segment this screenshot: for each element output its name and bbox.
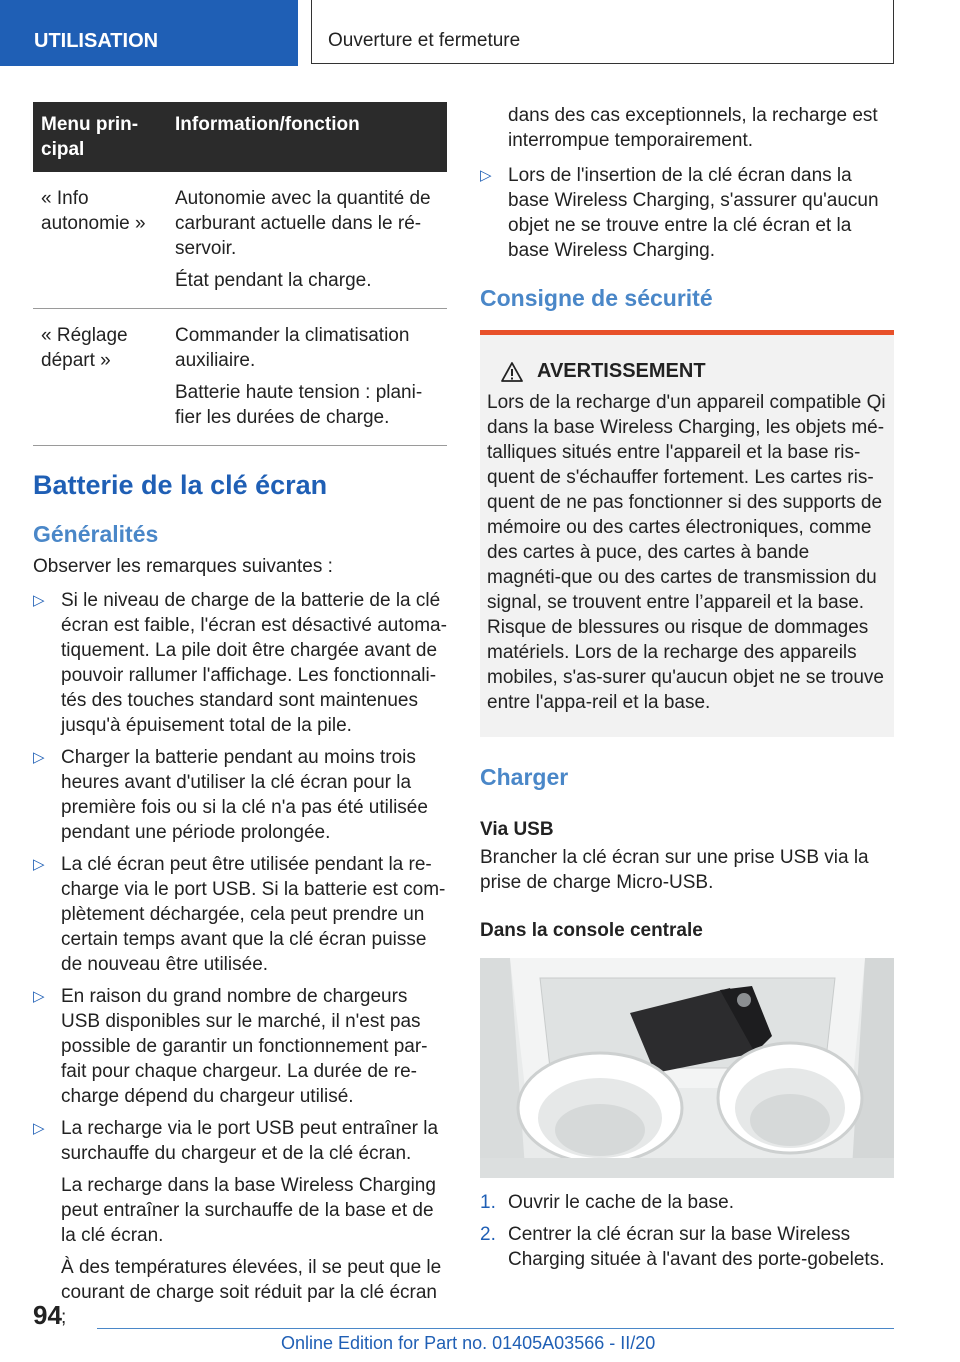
warning-triangle-icon xyxy=(501,362,523,382)
table-row xyxy=(33,172,447,309)
page-number: 94 xyxy=(33,1300,62,1330)
list-item: ▷ La recharge via le port USB peut entraîner la surchauffe du chargeur et de la clé écran. La recharge dans la base Wireless Charging peut entraîner la surchauffe de la base et de la clé écran. À des températures élevées, il se peut que le courant de charge soit réduit par la clé écran ; xyxy=(33,1118,442,1328)
list-item: ▷ En raison du grand nombre de chargeurs USB disponibles sur le marché, il n'est pas possible de garantir un fonctionnement par-fait pour chaque chargeur. La durée de re-charge dépend du chargeur utilisé. xyxy=(33,986,428,1107)
footer-divider xyxy=(97,1328,894,1329)
info-cell xyxy=(167,309,447,446)
triangle-bullet-icon: ▷ xyxy=(33,592,45,609)
continuation-text: dans des cas exceptionnels, la recharge est interrompue temporairement. xyxy=(508,105,878,151)
table-row xyxy=(33,309,447,446)
info-text: Autonomie avec la quantité de carburant actuelle dans le ré-servoir. xyxy=(175,188,431,259)
center-console-photo xyxy=(480,958,894,1178)
warning-title: AVERTISSEMENT xyxy=(537,360,706,382)
menu-cell: « Info autonomie » xyxy=(33,172,167,309)
charge-title: Charger xyxy=(480,764,569,790)
intro-text: Observer les remarques suivantes : xyxy=(33,556,333,577)
step-number: 1. xyxy=(480,1192,496,1213)
menu-table xyxy=(33,102,447,446)
list-item: 1. Ouvrir le cache de la base. xyxy=(480,1192,735,1213)
triangle-bullet-icon: ▷ xyxy=(480,167,492,184)
triangle-bullet-icon: ▷ xyxy=(33,988,45,1005)
menu-cell: « Réglage départ » xyxy=(33,309,167,446)
step-number: 2. xyxy=(480,1224,496,1245)
table-header-menu: Menu prin- cipal xyxy=(33,102,167,172)
safety-title: Consigne de sécurité xyxy=(480,285,713,311)
list-item: ▷ Charger la batterie pendant au moins trois heures avant d'utiliser la clé écran pour la première fois ou si la clé n'a pas été utilisée pendant une période prolongée. xyxy=(33,747,428,843)
info-text: État pendant la charge. xyxy=(175,270,372,291)
warning-text: Lors de la recharge d'un appareil compatible Qi dans la base Wireless Charging, les objets mé-talliques situés entre l'appareil et la base ris-quent de s'échauffer fortement. Les cartes ris-quent de ne pas fonctionner si des supports de mémoire ou des cartes électroniques, comme des cartes à puce, des cartes à bande magnéti-que ou des cartes de transmission du signal, se trouvent entre l’appareil et la base. Risque de blessures ou risque de dommages matériels. Lors de la recharge des appareils mobiles, s'as-surer qu'aucun objet ne se trouve entre l'appa-reil et la base. xyxy=(487,392,886,713)
list-item: ▷ Si le niveau de charge de la batterie de la clé écran est faible, l'écran est désactivé automa-tiquement. La pile doit être chargée avant de pouvoir rallumer l'affichage. Les fonctionnali-tés des touches standard sont maintenues jusqu'à épuisement total de la pile. xyxy=(33,590,447,736)
usb-text: Brancher la clé écran sur une prise USB via la prise de charge Micro-USB. xyxy=(480,847,869,893)
chapter-tab xyxy=(311,0,894,64)
section-title: UTILISATION xyxy=(34,30,159,52)
section-tab xyxy=(0,0,298,66)
warning-box xyxy=(480,330,894,737)
info-cell xyxy=(167,172,447,309)
general-subtitle: Généralités xyxy=(33,521,159,547)
battery-bullet-list xyxy=(33,588,447,1330)
warning-header xyxy=(487,359,886,384)
right-column xyxy=(480,103,894,1279)
info-text: Commander la climatisation auxiliaire. xyxy=(175,325,410,371)
triangle-bullet-icon: ▷ xyxy=(33,749,45,766)
list-item: ▷ La clé écran peut être utilisée pendant la re-charge via le port USB. Si la batterie est com-plètement déchargée, cela peut prendre un certain temps avant que la clé écran puisse de nouveau être utilisée. xyxy=(33,854,446,975)
info-text: Batterie haute tension : plani-fier les durées de charge. xyxy=(175,382,423,428)
chapter-title: Ouverture et fermeture xyxy=(328,30,521,51)
usb-subtitle: Via USB xyxy=(480,819,554,840)
console-subtitle: Dans la console centrale xyxy=(480,920,703,941)
list-item: ▷ Lors de l'insertion de la clé écran dans la base Wireless Charging, s'assurer qu'aucun objet ne se trouve entre la clé écran et la base Wireless Charging. xyxy=(480,165,879,261)
battery-section-title: Batterie de la clé écran xyxy=(33,470,328,500)
footer-edition: Online Edition for Part no. 01405A03566 - II/20 xyxy=(281,1333,656,1353)
left-column xyxy=(33,102,447,1337)
steps-list xyxy=(480,1190,894,1272)
right-bullet-list xyxy=(480,163,894,263)
triangle-bullet-icon: ▷ xyxy=(33,856,45,873)
list-item: 2. Centrer la clé écran sur la base Wireless Charging située à l'avant des porte-gobelets. xyxy=(480,1224,885,1270)
triangle-bullet-icon: ▷ xyxy=(33,1120,45,1137)
table-header-info: Information/fonction xyxy=(167,102,447,172)
